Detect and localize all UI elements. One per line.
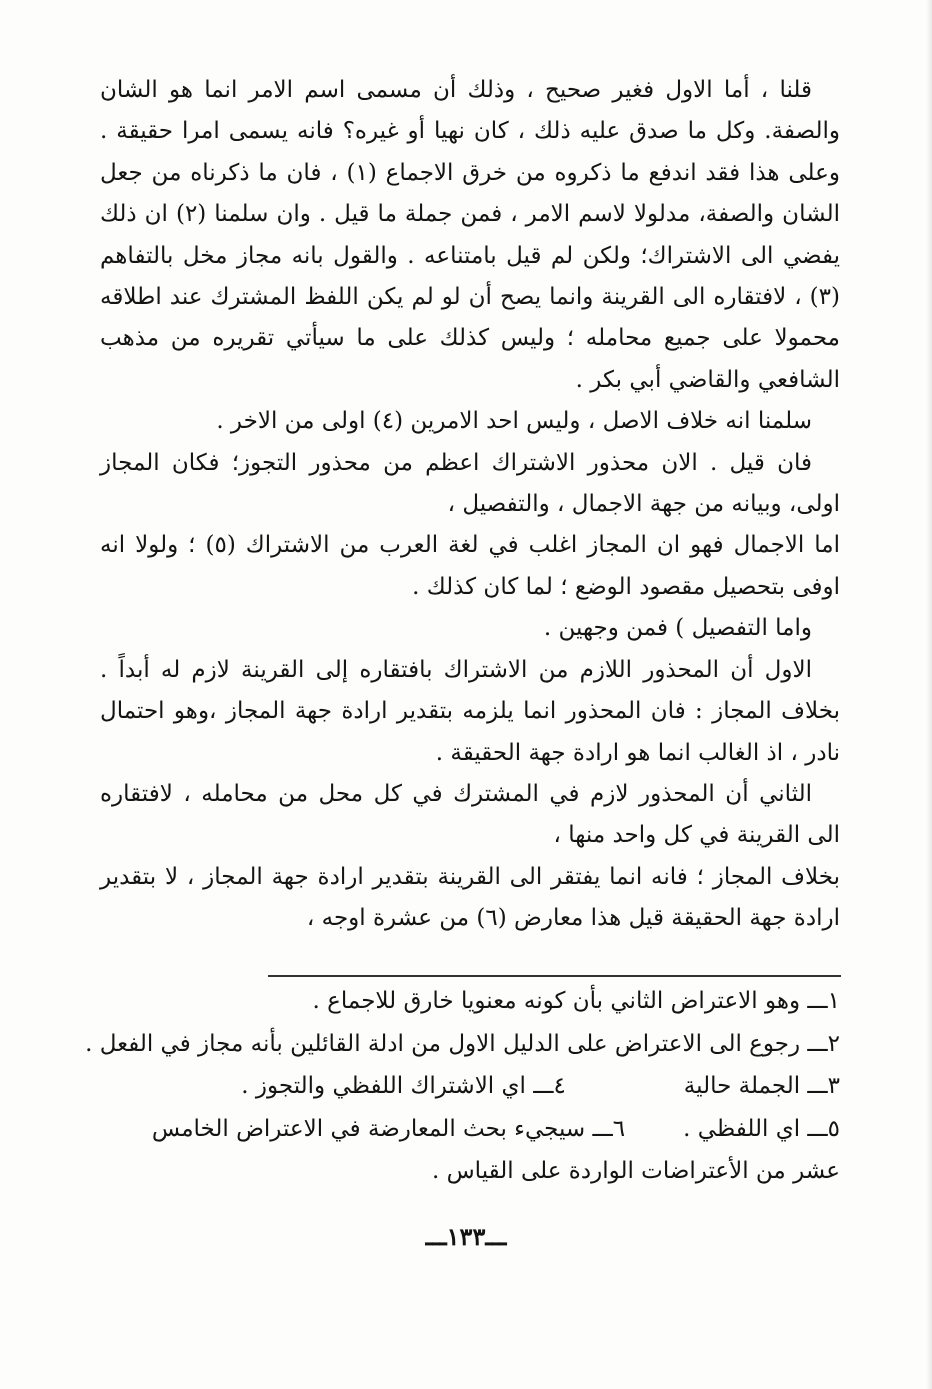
footnote-divider bbox=[268, 975, 841, 977]
footnote-3: ٣ـــ الجملة حالية bbox=[683, 1073, 840, 1099]
paragraph-8: بخلاف المجاز ؛ فانه انما يفتقر الى القرينة بتقدير ارادة جهة المجاز ، لا بتقدير ارادة جهة الحقيقة قيل هذا معارض (٦) من عشرة اوجه ، bbox=[100, 863, 840, 932]
footnote-6: ٦ـــ سيجيء بحث المعارضة في الاعتراض الخامس bbox=[151, 1115, 626, 1142]
paragraph-1: قلنا ، أما الاول فغير صحيح ، وذلك أن مسمى اسم الامر انما هو الشان والصفة. وكل ما صدق عليه ذلك ، كان نهيا أو غيره؟ فانه يسمى امرا حقيقة . وعلى هذا فقد اندفع ما ذكروه من خرق الاجماع (١) ، فان ما ذكرناه من جعل الشان والصفة، مدلولا لاسم الامر ، فمن جملة ما قيل . وان سلمنا (٢) ان ذلك يفضي الى الاشتراك؛ ولكن لم قيل بامتناعه . والقول بانه مجاز مخل بالتفاهم (٣) ، لافتقاره الى القرينة وانما يصح أن لو لم يكن اللفظ المشترك عند اطلاقه محمولا على جميع محامله ؛ وليس كذلك على ما سيأتي تقريره من مذهب الشافعي والقاضي أبي بكر . bbox=[100, 77, 841, 393]
footnote-5: ٥ـــ اي اللفظي . bbox=[683, 1115, 840, 1142]
page-number: ـــ١٣٣ـــ bbox=[425, 1222, 507, 1251]
footnote-row-3-4 bbox=[100, 1065, 840, 1108]
footnote-4: ٤ـــ اي الاشتراك اللفظي والتجوز . bbox=[241, 1073, 566, 1099]
footnote-row-5-6 bbox=[100, 1108, 840, 1151]
scan-edge-shadow bbox=[926, 0, 932, 1389]
paragraph-2: سلمنا انه خلاف الاصل ، وليس احد الامرين (٤) اولى من الاخر . bbox=[216, 408, 812, 435]
paragraph-7: الثاني أن المحذور لازم في المشترك في كل محل من محامله ، لافتقاره الى القرينة في كل واحد منها ، bbox=[100, 780, 840, 849]
footnote-1: ١ـــ وهو الاعتراض الثاني بأن كونه معنويا خارق للاجماع . bbox=[312, 988, 840, 1014]
paragraph-3: فان قيل . الان محذور الاشتراك اعظم من محذور التجوز؛ فكان المجاز اولى، وبيانه من جهة الاجمال ، والتفصيل ، bbox=[100, 449, 840, 518]
footnote-6-continued: عشر من الأعتراضات الواردة على القياس . bbox=[431, 1158, 840, 1184]
paragraph-6: الاول أن المحذور اللازم من الاشتراك بافتقاره إلى القرينة لازم له أبداً . بخلاف المجاز : فان المحذور انما يلزمه بتقدير ارادة جهة المجاز ،وهو احتمال نادر ، اذ الغالب انما هو ارادة جهة الحقيقة . bbox=[100, 656, 840, 766]
footnote-2: ٢ـــ رجوع الى الاعتراض على الدليل الاول من ادلة القائلين بأنه مجاز في الفعل . bbox=[85, 1030, 840, 1057]
footnotes bbox=[85, 980, 840, 1193]
paragraph-5: واما التفصيل ) فمن وجهين . bbox=[543, 615, 812, 642]
main-text-block bbox=[100, 70, 840, 940]
paragraph-4: اما الاجمال فهو ان المجاز اغلب في لغة العرب من الاشتراك (٥) ؛ ولولا انه اوفى بتحصيل مقصود الوضع ؛ لما كان كذلك . bbox=[100, 532, 840, 600]
